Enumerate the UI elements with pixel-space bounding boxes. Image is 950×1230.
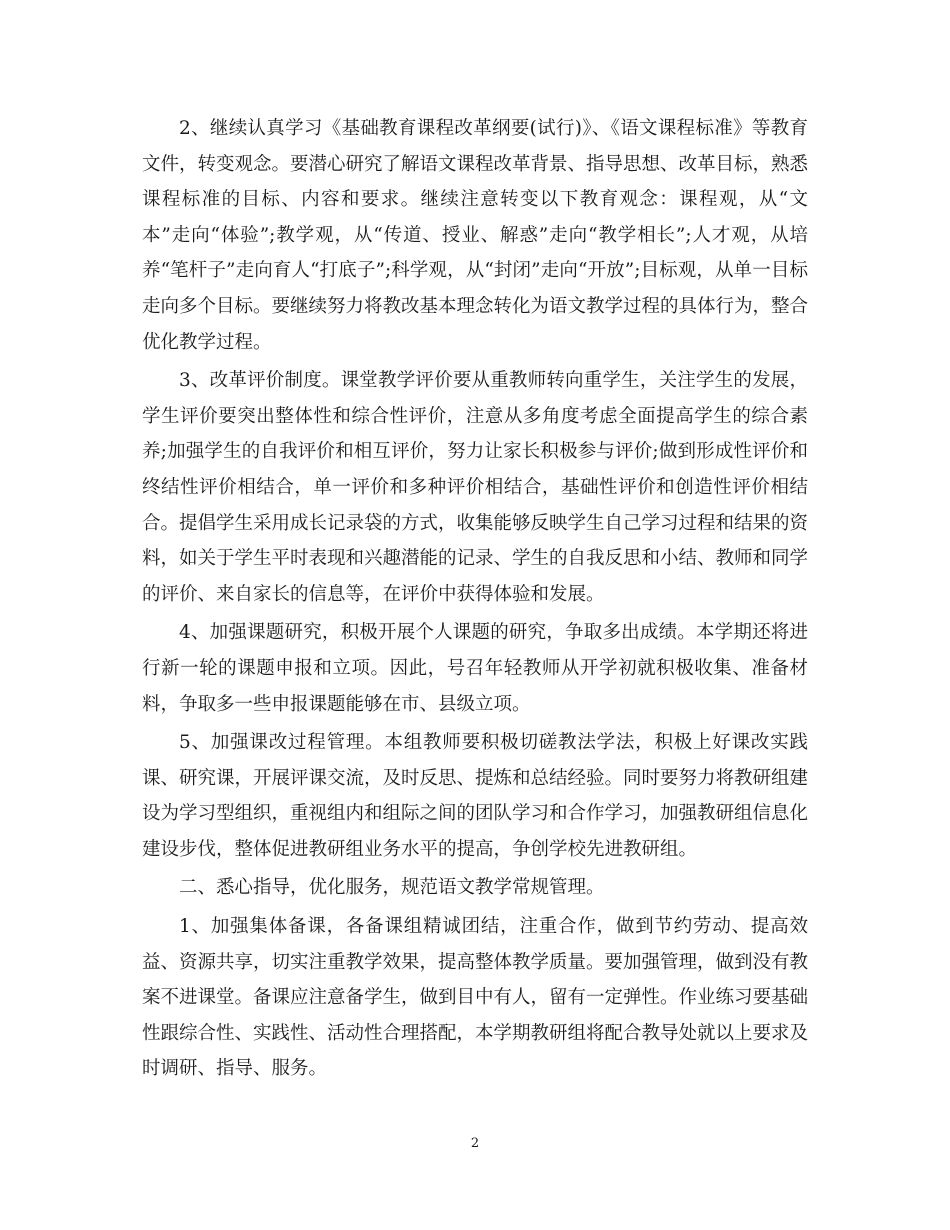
section-heading-guidance: 二、悉心指导，优化服务，规范语文教学常规管理。 <box>179 877 605 899</box>
page-number: 2 <box>470 1136 480 1151</box>
paragraph-process-management: 5、加强课改过程管理。本组教师要积极切磋教法学法，积极上好课改实践课、研究课，开展评课交流，及时反思、提炼和总结经验。同时要努力将教研组建设为学习型组织，重视组内和组际之间的团队学习和合作学习，加强教研组信息化建设步伐，整体促进教研组业务水平的提高，争创学校先进教研组。 <box>142 732 809 860</box>
paragraph-evaluation-reform: 3、改革评价制度。课堂教学评价要从重教师转向重学生，关注学生的发展，学生评价要突出整体性和综合性评价，注意从多角度考虑全面提高学生的综合素养;加强学生的自我评价和相互评价，努力让家长积极参与评价;做到形成性评价和终结性评价相结合，单一评价和多种评价相结合，基础性评价和创造性评价相结合。提倡学生采用成长记录袋的方式，收集能够反映学生自己学习过程和结果的资料，如关于学生平时表现和兴趣潜能的记录、学生的自我反思和小结、教师和同学的评价、来自家长的信息等，在评价中获得体验和发展。 <box>142 370 809 605</box>
paragraph-study-documents: 2、继续认真学习《基础教育课程改革纲要(试行)》、《语文课程标准》等教育文件，转变观念。要潜心研究了解语文课程改革背景、指导思想、改革目标，熟悉课程标准的目标、内容和要求。继续注意转变以下教育观念：课程观，从“文本”走向“体验”;教学观，从“传道、授业、解惑”走向“教学相长”;人才观，从培养“笔杆子”走向育人“打底子”;科学观，从“封闭”走向“开放”;目标观，从单一目标走向多个目标。要继续努力将教改基本理念转化为语文教学过程的具体行为，整合优化教学过程。 <box>142 118 809 353</box>
paragraph-collective-lesson-prep: 1、加强集体备课，各备课组精诚团结，注重合作，做到节约劳动、提高效益、资源共享，切实注重教学效果，提高整体教学质量。要加强管理，做到没有教案不进课堂。备课应注意备学生，做到目中有人，留有一定弹性。作业练习要基础性跟综合性、实践性、活动性合理搭配，本学期教研组将配合教导处就以上要求及时调研、指导、服务。 <box>142 916 809 1080</box>
document-body <box>142 111 808 1090</box>
paragraph-research-topics: 4、加强课题研究，积极开展个人课题的研究，争取多出成绩。本学期还将进行新一轮的课题申报和立项。因此，号召年轻教师从开学初就积极收集、准备材料，争取多一些申报课题能够在市、县级立项。 <box>142 622 808 715</box>
